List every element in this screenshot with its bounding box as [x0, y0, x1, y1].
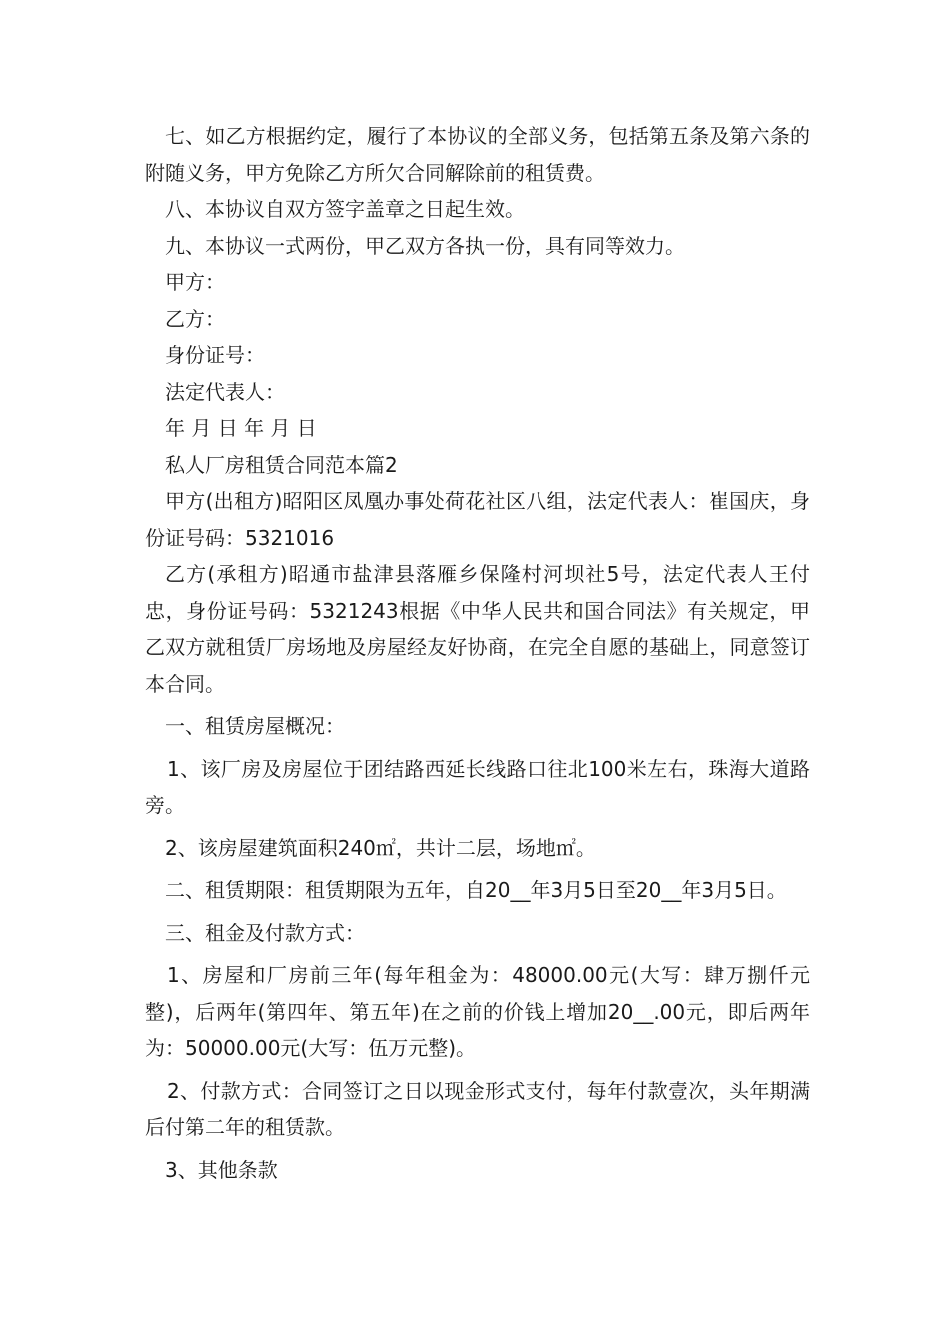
party-a-signature-line: 甲方：: [165, 270, 225, 294]
legal-representative-line: 法定代表人：: [165, 379, 285, 404]
party-a-details: 甲方(出租方)昭阳区凤凰办事处荷花社区八组，法定代表人：崔国庆，身份证号码：5321016: [145, 489, 810, 550]
section-title: 私人厂房租赁合同范本篇2: [165, 452, 398, 477]
party-b-details: 乙方(承租方)昭通市盐津县落雁乡保隆村河坝社5号，法定代表人王付忠，身份证号码：5321243根据《中华人民共和国合同法》有关规定，甲乙双方就租赁厂房场地及房屋经友好协商，在完全自愿的基础上，同意签订本合同。: [145, 562, 810, 696]
rent-item-2: 2、付款方式：合同签订之日以现金形式支付，每年付款壹次，头年期满后付第二年的租赁款。: [145, 1078, 810, 1139]
heading-lease-overview: 一、租赁房屋概况：: [165, 714, 345, 738]
party-b-signature-line: 乙方：: [165, 306, 225, 331]
clause-eight: 八、本协议自双方签字盖章之日起生效。: [165, 197, 525, 221]
clause-seven: 七、如乙方根据约定，履行了本协议的全部义务，包括第五条及第六条的附随义务，甲方免除乙方所欠合同解除前的租赁费。: [145, 124, 810, 185]
rent-item-1: 1、房屋和厂房前三年(每年租金为：48000.00元(大写：肆万捌仟元整)，后两年(第四年、第五年)在之前的价钱上增加20__.00元，即后两年为：50000.00元(大写：伍万元整)。: [145, 963, 810, 1060]
heading-rent-payment: 三、租金及付款方式：: [165, 920, 365, 945]
date-line: 年 月 日 年 月 日: [165, 416, 317, 440]
overview-item-1: 1、该厂房及房屋位于团结路西延长线路口往北100米左右，珠海大道路旁。: [145, 756, 810, 817]
rent-item-3: 3、其他条款: [165, 1157, 278, 1182]
heading-lease-term: 二、租赁期限：租赁期限为五年，自20__年3月5日至20__年3月5日。: [165, 878, 787, 902]
overview-item-2: 2、该房屋建筑面积240㎡，共计二层，场地㎡。: [165, 835, 596, 860]
document-body: [145, 118, 810, 1188]
id-number-line: 身份证号：: [165, 343, 265, 367]
clause-nine: 九、本协议一式两份，甲乙双方各执一份，具有同等效力。: [165, 233, 685, 258]
